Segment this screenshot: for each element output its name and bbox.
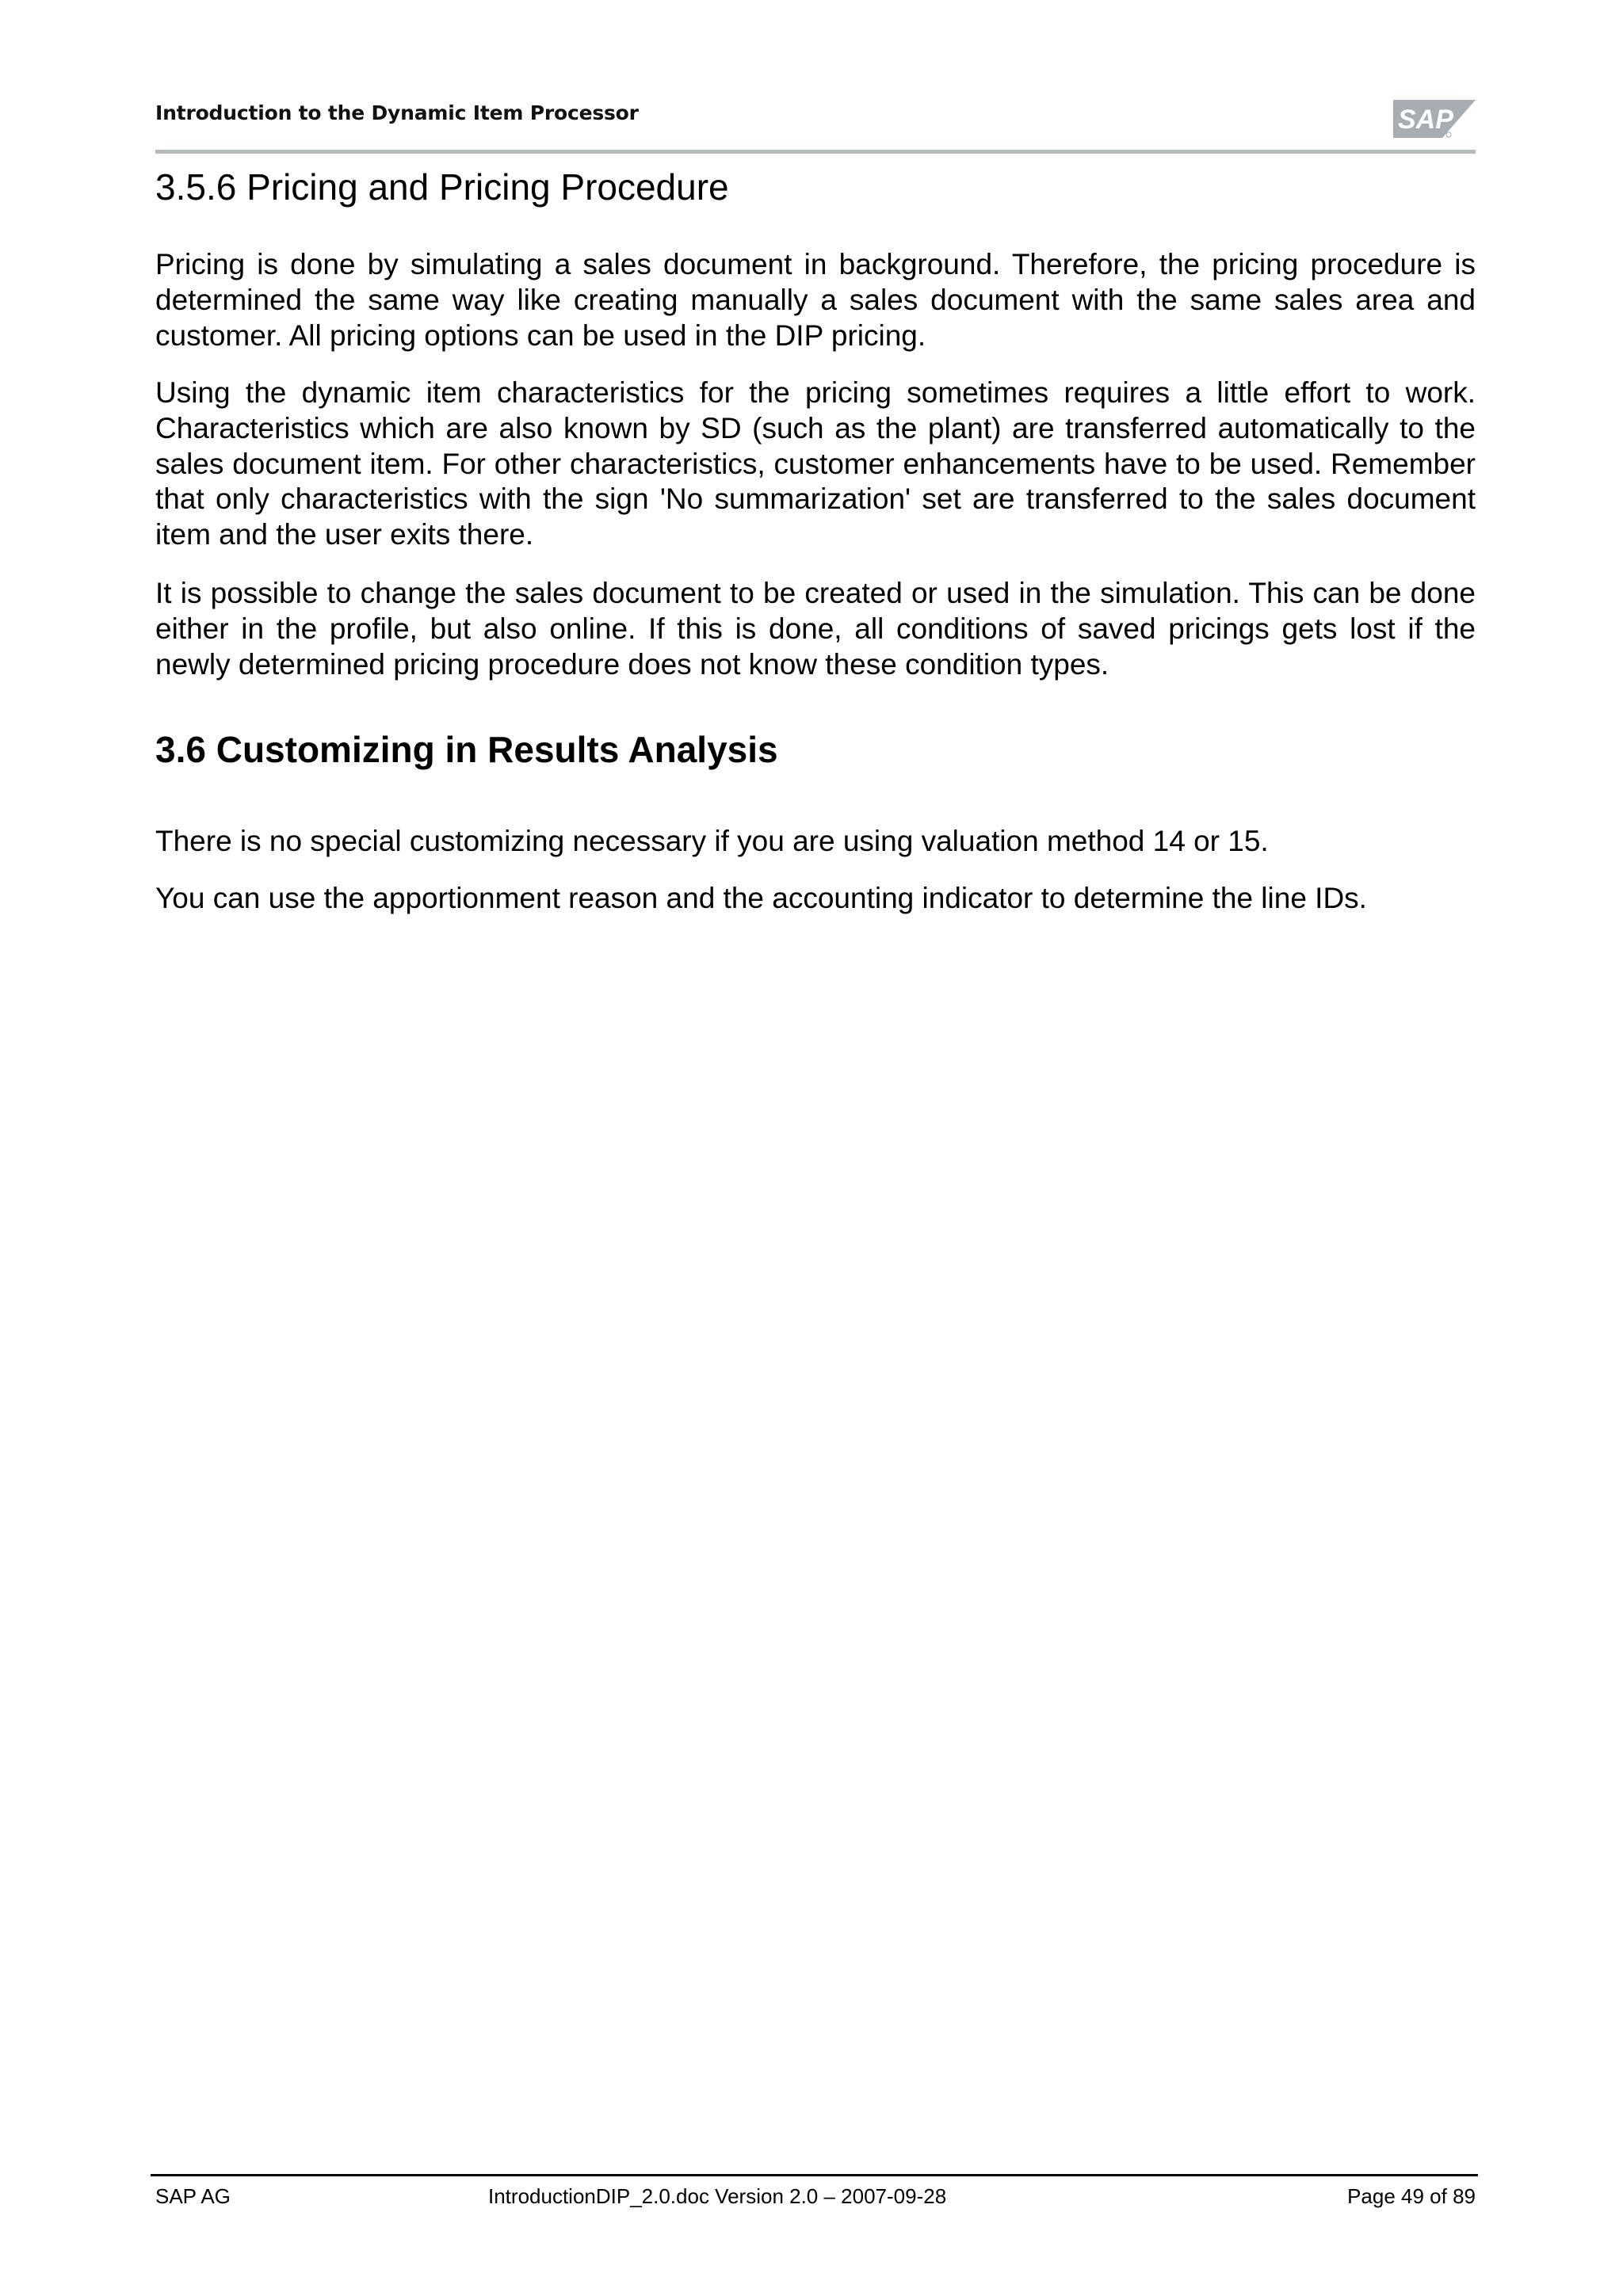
paragraph: There is no special customizing necessary if you are using valuation method 14 or 15. (155, 825, 1269, 857)
footer-company: SAP AG (155, 2184, 231, 2208)
page-header (155, 98, 1476, 154)
footer-document-info: IntroductionDIP_2.0.doc Version 2.0 – 2007-09-28 (488, 2184, 947, 2208)
section-heading-results-analysis: 3.6 Customizing in Results Analysis (155, 729, 778, 770)
paragraph: It is possible to change the sales document to be created or used in the simulation. This can be done either in the profile, but also online. If this is done, all conditions of saved pricings gets lost if the newly determined pricing procedure does not know these condition types. (155, 577, 1476, 681)
sap-logo (1393, 98, 1476, 139)
paragraph: You can use the apportionment reason and the accounting indicator to determine the line IDs. (155, 882, 1367, 914)
header-divider (155, 150, 1476, 154)
footer-page-number: Page 49 of 89 (1347, 2184, 1476, 2208)
paragraph: Using the dynamic item characteristics for the pricing sometimes requires a little effort to work. Characteristics which are also known by SD (such as the plant) are transferred automatically to the sales document item. For other characteristics, customer enhancements have to be used. Remember that only characteristics with the sign 'No summarization' set are transferred to the sales document item and the user exits there. (155, 376, 1476, 551)
footer-divider (151, 2174, 1478, 2176)
paragraph: Pricing is done by simulating a sales document in background. Therefore, the pricing procedure is determined the same way like creating manually a sales document with the same sales area and customer. All pricing options can be used in the DIP pricing. (155, 248, 1476, 352)
sap-logo-text: SAP (1398, 105, 1453, 135)
section-heading-pricing: 3.5.6 Pricing and Pricing Procedure (155, 166, 729, 208)
header-title: Introduction to the Dynamic Item Processor (155, 101, 639, 124)
page-footer (155, 2183, 1476, 2215)
